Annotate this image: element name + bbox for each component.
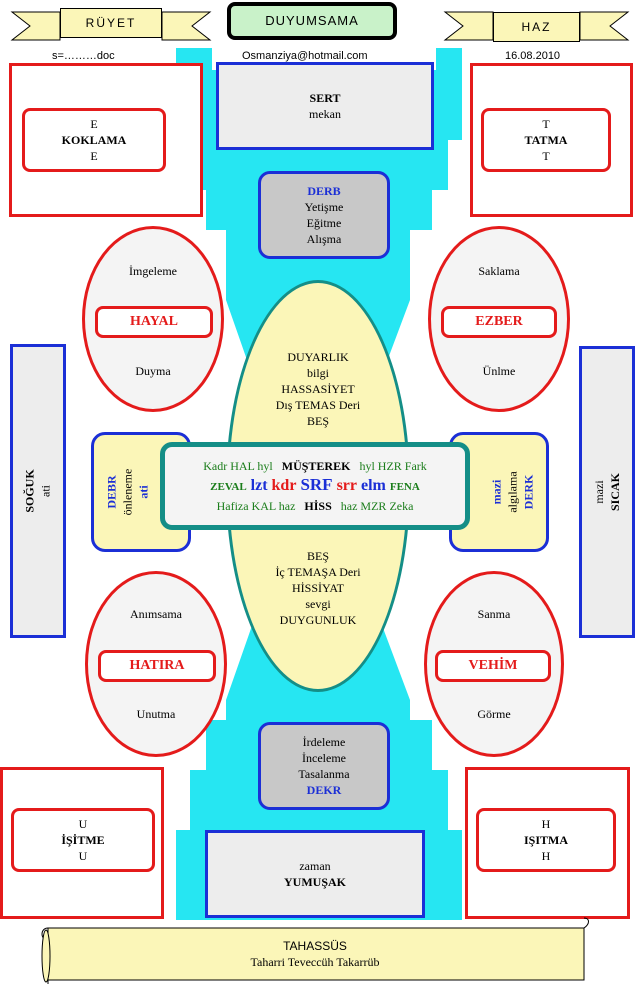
corner-letter: T [542,117,550,131]
imgeleme-text: İmgeleme [129,264,177,278]
derb-line: Eğitme [306,216,342,230]
scroll-text [60,930,570,978]
dekr-line: Tasalanma [298,767,350,781]
title-label: DUYUMSAMA [265,13,359,28]
bes-text: BEŞ [306,549,329,563]
soguk-label: SOĞUK [23,469,37,513]
onleneme-label: önleneme [120,468,134,516]
ati-label: ati [136,485,150,499]
sanma-text: Sanma [477,607,511,621]
saklama-text: Saklama [478,264,520,278]
sert-label: SERT [309,91,341,105]
date-text: 16.08.2010 [505,50,561,62]
sevgi-text: sevgi [305,597,331,611]
elm-text: elm [361,477,386,494]
zeval-text: ZEVAL [210,481,247,493]
fena-text: FENA [389,481,420,493]
kadr-text: Kadr HAL hyl [203,459,273,473]
isitma-label: IŞITMA [523,833,568,847]
musterek-text: MÜŞTEREK [281,459,351,473]
dekr-title: DEKR [306,783,342,797]
duyarlik-text: DUYARLIK [287,350,349,364]
haz-label: HAZ [521,20,552,34]
dekr-line: İrdeleme [302,735,346,749]
corner-letter: T [542,149,550,163]
ati-label: ati [39,485,53,497]
hatira-label: HATIRA [129,658,185,673]
ruyet-label: RÜYET [85,16,137,30]
bes-text: BEŞ [306,414,329,428]
hissiyat-text: HİSSİYAT [291,581,344,595]
srr-text: srr [336,477,357,494]
file-line: s=………doc [52,50,115,62]
corner-letter: E [90,149,98,163]
dekr-line: İnceleme [302,751,346,765]
koklama-label: KOKLAMA [61,133,127,147]
tahassus-label: TAHASSÜS [283,939,347,953]
tatma-label: TATMA [524,133,568,147]
mazi-label: mazi [489,479,504,505]
mazi-label: mazi [591,480,606,504]
corner-letter: U [78,817,88,831]
corner-letter: H [541,817,551,831]
yumusak-label: YUMUŞAK [284,875,346,889]
email-text: Osmanziya@hotmail.com [242,50,368,62]
duygunluk-text: DUYGUNLUK [279,613,357,627]
corner-letter: H [541,849,551,863]
derk-label: DERK [521,474,536,510]
gorme-text: Görme [477,707,511,721]
srf-text: SRF [300,475,333,494]
derb-line: Yetişme [304,200,344,214]
hiss-text: HİSS [304,499,332,513]
hayal-label: HAYAL [130,314,178,329]
taharri-label: Taharri Teveccüh Takarrüb [250,955,380,969]
mzr-zeka-text: haz MZR Zeka [340,499,414,513]
ic-temasa-text: İç TEMAŞA Deri [275,565,361,579]
derb-title: DERB [307,184,341,198]
lzt-text: lzt [250,477,268,494]
sicak-label: SICAK [607,472,622,512]
mekan-label: mekan [309,107,341,121]
algilama-label: algılama [505,471,520,513]
duyma-text: Duyma [135,364,171,378]
isitme-label: İŞİTME [61,833,105,847]
vehim-label: VEHİM [468,658,518,673]
corner-letter: U [78,849,88,863]
hyl-hzr-text: hyl HZR Fark [359,459,427,473]
derb-line: Alışma [306,232,342,246]
corner-letter: E [90,117,98,131]
debr-label: DEBR [104,475,118,509]
ezber-label: EZBER [475,314,523,329]
zaman-label: zaman [299,859,331,873]
dis-temas-text: Dış TEMAS Deri [275,398,361,412]
animsama-text: Anımsama [130,607,182,621]
hafiza-text: Hafiza KAL haz [216,499,296,513]
bilgi-text: bilgi [306,366,329,380]
kdr-text: kdr [271,477,297,494]
unlme-text: Ünlme [482,364,516,378]
unutma-text: Unutma [136,707,176,721]
hassasiyet-text: HASSASİYET [281,382,355,396]
